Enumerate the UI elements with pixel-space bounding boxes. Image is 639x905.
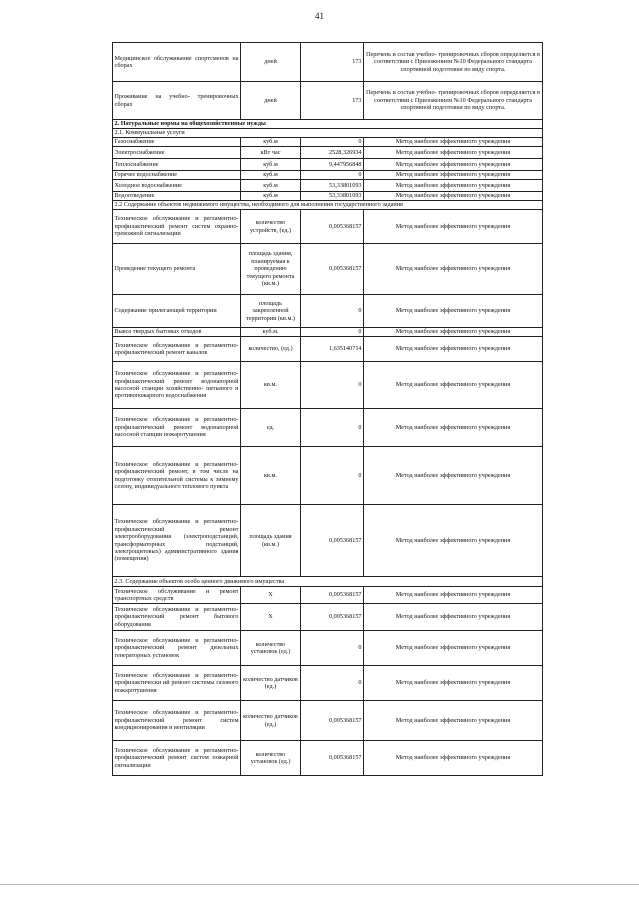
value-cell: 53,33801093 bbox=[301, 180, 364, 192]
method-cell: Перечень и состав учебно- тренировочных сборов определяется в соответствии с Приложением №10 Федерального стандарта спортивной подготовки по виду спорта. bbox=[364, 82, 543, 120]
method-cell: Метод наиболее эффективного учреждения bbox=[364, 362, 543, 409]
table-row bbox=[113, 138, 543, 147]
value-cell: 0 bbox=[301, 328, 364, 337]
unit-cell: количество, (ед.) bbox=[241, 337, 301, 362]
norm-name-cell: Техническое обслуживание и регламентно- профилактический ремонт дизельных генераторных установок bbox=[113, 631, 241, 666]
norm-name-cell: Медицинское обслуживание спортсменов на сборах bbox=[113, 43, 241, 82]
method-cell: Метод наиболее эффективного учреждения bbox=[364, 192, 543, 201]
norm-name-cell: Техническое обслуживание и регламентно- профилактический ремонт, в том числе на подготовку отопительной системы к зимнему сезону, индивидуального теплового пункта bbox=[113, 447, 241, 505]
unit-cell: куб.м bbox=[241, 171, 301, 180]
method-cell: Метод наиболее эффективного учреждения bbox=[364, 409, 543, 447]
unit-cell: Х bbox=[241, 587, 301, 604]
table-row bbox=[113, 701, 543, 741]
method-cell: Метод наиболее эффективного учреждения bbox=[364, 505, 543, 577]
unit-cell: кВт час bbox=[241, 147, 301, 159]
unit-cell: количество установок (ед.) bbox=[241, 741, 301, 776]
unit-cell: куб.м bbox=[241, 159, 301, 171]
page-number: 41 bbox=[315, 11, 324, 21]
value-cell: 0 bbox=[301, 295, 364, 328]
table-row bbox=[113, 587, 543, 604]
method-cell: Метод наиболее эффективного учреждения bbox=[364, 295, 543, 328]
section-title: 2.2 Содержание объектов недвижимого имущества, необходимого для выполнения государственного задания bbox=[113, 201, 543, 210]
method-cell: Метод наиболее эффективного учреждения bbox=[364, 701, 543, 741]
section-title: 2. Натуральные нормы на общехозяйственные нужды bbox=[113, 120, 543, 129]
unit-cell: ед. bbox=[241, 409, 301, 447]
unit-cell: количество устройств, (ед.) bbox=[241, 210, 301, 244]
table-row bbox=[113, 192, 543, 201]
method-cell: Метод наиболее эффективного учреждения bbox=[364, 138, 543, 147]
value-cell: 0 bbox=[301, 447, 364, 505]
method-cell: Метод наиболее эффективного учреждения bbox=[364, 244, 543, 295]
norm-name-cell: Техническое обслуживание и ремонт транспортных средств bbox=[114, 587, 239, 602]
unit-cell: куб.м bbox=[241, 180, 301, 192]
section-title: 2.3. Содержание объектов особо ценного движимого имущества bbox=[113, 577, 543, 587]
table-row bbox=[113, 505, 543, 577]
scan-edge-line bbox=[0, 884, 639, 885]
table-row bbox=[113, 604, 543, 631]
unit-cell: количество датчиков (ед.) bbox=[241, 701, 301, 741]
norms-table bbox=[112, 42, 543, 776]
value-cell: 0,005368157 bbox=[301, 210, 364, 244]
norm-name-cell: Проведение текущего ремонта bbox=[113, 244, 241, 295]
method-cell: Метод наиболее эффективного учреждения bbox=[364, 159, 543, 171]
value-cell: 0 bbox=[301, 409, 364, 447]
norm-name-cell: Техническое обслуживание и регламентно- профилактический ремонт систем охранно- тревожной сигнализации bbox=[113, 210, 241, 244]
norm-name-cell: Холодное водоснабжение bbox=[113, 180, 241, 192]
section-header-row bbox=[113, 577, 543, 587]
norm-name-cell: Техническое обслуживание и регламентно- профилактический ремонт водонапорной насосной станции хозяйственно- питьевого и противопожарного водоснабжения bbox=[113, 362, 241, 409]
method-cell: Метод наиболее эффективного учреждения bbox=[364, 741, 543, 776]
table-row bbox=[113, 337, 543, 362]
value-cell: 9,447956848 bbox=[301, 159, 364, 171]
section-header-row bbox=[113, 129, 543, 138]
norms-table-body bbox=[113, 43, 543, 776]
value-cell: 1,635140714 bbox=[301, 337, 364, 362]
value-cell: 0 bbox=[301, 362, 364, 409]
method-cell: Перечень и состав учебно- тренировочных сборов определяется в соответствии с Приложением №10 Федерального стандарта спортивной подготовки по виду спорта. bbox=[364, 43, 543, 82]
value-cell: 0 bbox=[301, 631, 364, 666]
method-cell: Метод наиболее эффективного учреждения bbox=[364, 604, 543, 631]
norm-name-cell: Техническое обслуживание и регламентно- профилактический ремонт электрооборудования (электроподстанций, трансформаторных подстанций, электрощитовых) административного здания (помещения) bbox=[113, 505, 241, 577]
table-row bbox=[113, 362, 543, 409]
section-header-row bbox=[113, 201, 543, 210]
unit-cell: количество датчиков (ед.) bbox=[241, 666, 301, 701]
unit-cell: площадь закрепленной территории (кв.м.) bbox=[241, 295, 301, 328]
table-row bbox=[113, 631, 543, 666]
value-cell: 173 bbox=[301, 82, 364, 120]
norm-name-cell: Электроснабжение bbox=[113, 147, 241, 159]
norm-name-cell: Проживание на учебно- тренировочных сборах bbox=[113, 82, 241, 120]
method-cell: Метод наиболее эффективного учреждения bbox=[364, 447, 543, 505]
method-cell: Метод наиболее эффективного учреждения bbox=[364, 587, 543, 604]
table-row bbox=[113, 147, 543, 159]
section-header-row bbox=[113, 120, 543, 129]
method-cell: Метод наиболее эффективного учреждения bbox=[364, 328, 543, 337]
norm-name-cell: Техническое обслуживание и регламентно- профилактический ремонт систем пожарной сигнализации bbox=[113, 741, 241, 776]
table-row bbox=[113, 82, 543, 120]
value-cell: 0 bbox=[301, 138, 364, 147]
method-cell: Метод наиболее эффективного учреждения bbox=[364, 171, 543, 180]
value-cell: 0,005368157 bbox=[301, 505, 364, 577]
unit-cell: дней bbox=[241, 43, 301, 82]
unit-cell: Х bbox=[241, 604, 301, 631]
norm-name-cell: Водоотведение bbox=[113, 192, 241, 201]
norm-name-cell: Газоснабжение bbox=[113, 138, 241, 147]
norm-name-cell: Техническое обслуживание и регламентно- профилактический ремонт водонапорной насосной станции пожаротушения bbox=[113, 409, 241, 447]
value-cell: 0 bbox=[301, 666, 364, 701]
section-title: 2.1. Коммунальные услуги bbox=[113, 129, 543, 138]
value-cell: 0 bbox=[301, 171, 364, 180]
method-cell: Метод наиболее эффективного учреждения bbox=[364, 666, 543, 701]
value-cell: 2528,326934 bbox=[301, 147, 364, 159]
norm-name-cell: Вывоз твердых бытовых отходов bbox=[113, 328, 241, 337]
unit-cell: куб.м. bbox=[241, 328, 301, 337]
table-row bbox=[113, 244, 543, 295]
method-cell: Метод наиболее эффективного учреждения bbox=[364, 180, 543, 192]
method-cell: Метод наиболее эффективного учреждения bbox=[364, 210, 543, 244]
value-cell: 0,005368157 bbox=[301, 701, 364, 741]
unit-cell: площадь здания, планируемая к проведению текущего ремонта (кв.м.) bbox=[241, 244, 301, 295]
table-row bbox=[113, 43, 543, 82]
table-row bbox=[113, 159, 543, 171]
table-row bbox=[113, 328, 543, 337]
norm-name-cell: Теплоснабжение bbox=[113, 159, 241, 171]
table-row bbox=[113, 180, 543, 192]
method-cell: Метод наиболее эффективного учреждения bbox=[364, 147, 543, 159]
norm-name-cell: Техническое обслуживание и регламентно- профилактический ремонт каналов bbox=[113, 337, 241, 362]
value-cell: 0,005368157 bbox=[301, 244, 364, 295]
unit-cell: кв.м. bbox=[241, 362, 301, 409]
table-row bbox=[113, 447, 543, 505]
table-row bbox=[113, 295, 543, 328]
table-row bbox=[113, 171, 543, 180]
value-cell: 53,33801093 bbox=[301, 192, 364, 201]
norm-name-cell: Техническое обслуживание и регламентно- профилактический ремонт систем кондиционирования и вентиляции bbox=[113, 701, 241, 741]
unit-cell: площадь здания (кв.м.) bbox=[241, 505, 301, 577]
value-cell: 173 bbox=[301, 43, 364, 82]
norm-name-cell: Техническое обслуживание и регламентно- профилактически ий ремонт системы газового пожаротушения bbox=[113, 666, 241, 701]
norm-name-cell: Техническое обслуживание и регламентно- профилактический ремонт бытового оборудования bbox=[113, 604, 241, 631]
table-row bbox=[113, 741, 543, 776]
norm-name-cell: Содержание прилегающей территории bbox=[113, 295, 241, 328]
method-cell: Метод наиболее эффективного учреждения bbox=[364, 337, 543, 362]
value-cell: 0,005368157 bbox=[301, 604, 364, 631]
unit-cell: дней bbox=[241, 82, 301, 120]
unit-cell: куб.м bbox=[241, 192, 301, 201]
table-row bbox=[113, 409, 543, 447]
unit-cell: куб.м bbox=[241, 138, 301, 147]
norm-name-cell: Горячее водоснабжение bbox=[113, 171, 241, 180]
value-cell: 0,005368157 bbox=[301, 741, 364, 776]
unit-cell: кв.м. bbox=[241, 447, 301, 505]
value-cell: 0,005368157 bbox=[301, 587, 364, 604]
table-row bbox=[113, 210, 543, 244]
unit-cell: количество установок (ед.) bbox=[241, 631, 301, 666]
method-cell: Метод наиболее эффективного учреждения bbox=[364, 631, 543, 666]
table-row bbox=[113, 666, 543, 701]
